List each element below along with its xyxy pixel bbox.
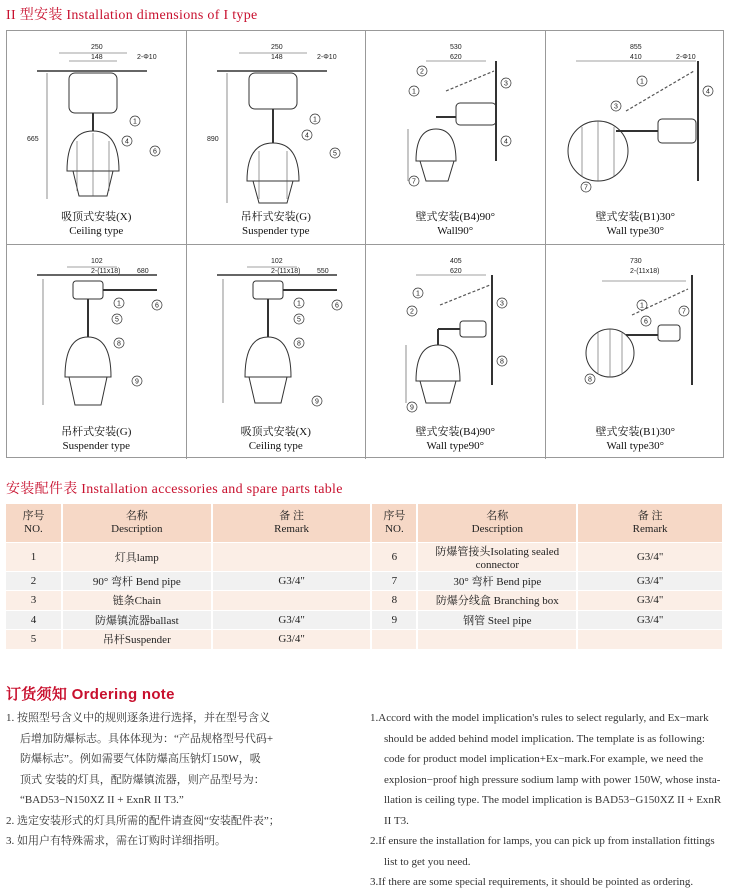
note-line: 2. 选定安装形式的灯具所需的配件请查阅“安装配件表”； bbox=[6, 814, 280, 827]
cell-remark: G3/4" bbox=[577, 542, 723, 571]
dimension-label: 620 bbox=[450, 54, 462, 61]
callout-number: 1 bbox=[412, 88, 416, 96]
drawing-caption-en: Wall90° bbox=[437, 225, 474, 237]
cell-no: 6 bbox=[371, 542, 417, 571]
callout-number: 1 bbox=[296, 300, 301, 308]
drawing-caption-cn: 吸顶式安装(X) bbox=[240, 426, 311, 438]
callout-number: 5 bbox=[296, 316, 301, 324]
dimension-label: 250 bbox=[270, 44, 283, 51]
cell-no: 3 bbox=[6, 591, 62, 611]
callout-number: 1 bbox=[416, 290, 420, 298]
drawing-caption-cn: 壁式安装(B4)90° bbox=[415, 211, 496, 223]
callout-number: 3 bbox=[504, 80, 508, 88]
dimension-label: 855 bbox=[629, 44, 642, 51]
cell-remark: G3/4" bbox=[577, 610, 723, 630]
drawing-caption-en: Suspender type bbox=[241, 225, 310, 237]
callout-number: 6 bbox=[643, 318, 648, 326]
cell-remark bbox=[212, 542, 372, 571]
drawing-wall-90-2 bbox=[366, 245, 546, 459]
callout-number: 2 bbox=[410, 308, 414, 316]
drawing-caption-en: Wall type30° bbox=[606, 225, 665, 237]
drawing-caption-en: Ceiling type bbox=[69, 225, 124, 237]
dimension-label: 2-Φ10 bbox=[137, 54, 157, 61]
note-line: 2.If ensure the installation for lamps, you can pick up from installation fittings bbox=[370, 835, 715, 847]
callout-number: 8 bbox=[587, 376, 592, 384]
drawing-suspender-type-2 bbox=[7, 245, 187, 459]
parts-section-title: 安装配件表 Installation accessories and spare parts table bbox=[6, 482, 343, 497]
cell-remark bbox=[577, 630, 723, 650]
dimension-label: 620 bbox=[450, 268, 462, 275]
drawing-caption-cn: 吸顶式安装(X) bbox=[61, 211, 132, 223]
callout-number: 5 bbox=[115, 316, 119, 324]
callout-number: 9 bbox=[135, 378, 139, 386]
callout-number: 6 bbox=[153, 148, 157, 156]
drawing-suspender-type-1 bbox=[187, 31, 367, 245]
header-remark: 备 注 Remark bbox=[212, 504, 372, 542]
drawing-wall-30-1 bbox=[546, 31, 726, 245]
drawing-caption-cn: 壁式安装(B1)30° bbox=[595, 426, 676, 438]
note-line: 3.If there are some special requirements, it should be pointed as ordering. bbox=[370, 876, 694, 888]
drawing-caption-en: Suspender type bbox=[62, 440, 130, 452]
table-row bbox=[6, 630, 723, 650]
cell-remark: G3/4" bbox=[577, 571, 723, 591]
note-line: explosion−proof high pressure sodium lamp with power 150W, whose insta- bbox=[384, 773, 721, 786]
drawing-caption-cn: 吊杆式安装(G) bbox=[61, 426, 132, 438]
callout-number: 1 bbox=[312, 116, 317, 124]
cell-remark: G3/4" bbox=[577, 591, 723, 611]
cell-description: 30° 弯杆 Bend pipe bbox=[417, 571, 577, 591]
cell-no bbox=[371, 630, 417, 650]
cell-description: 防爆镇流器ballast bbox=[62, 610, 212, 630]
dimension-label: 2-Φ10 bbox=[316, 54, 337, 61]
callout-number: 3 bbox=[613, 103, 618, 111]
installation-section-title: II 型安装 Installation dimensions of I type bbox=[6, 8, 258, 23]
drawing-wall-90-1 bbox=[366, 31, 546, 245]
cell-description: 链条Chain bbox=[62, 591, 212, 611]
cell-no: 7 bbox=[371, 571, 417, 591]
callout-number: 1 bbox=[117, 300, 121, 308]
note-line: 3. 如用户有特殊需求，需在订购时详细指明。 bbox=[6, 835, 226, 847]
dimension-label: 665 bbox=[27, 136, 39, 143]
cell-remark: G3/4" bbox=[212, 571, 372, 591]
cell-description: 吊杆Suspender bbox=[62, 630, 212, 650]
header-description: 名称 Description bbox=[62, 504, 212, 542]
callout-number: 9 bbox=[410, 404, 414, 412]
note-line: 1. 按照型号含义中的规则逐条进行选择，并在型号含义 bbox=[6, 712, 270, 724]
note-line: 后增加防爆标志。具体体现为：“产品规格型号代码+ bbox=[20, 732, 274, 745]
dimension-label: 410 bbox=[629, 54, 642, 61]
dimension-label: 2-(11x18) bbox=[629, 268, 659, 275]
parts-table bbox=[6, 504, 724, 650]
callout-number: 3 bbox=[500, 300, 504, 308]
ordering-section-title: 订货须知 Ordering note bbox=[6, 686, 175, 703]
callout-number: 7 bbox=[681, 308, 686, 316]
callout-number: 1 bbox=[639, 302, 644, 310]
drawing-caption-cn: 壁式安装(B1)30° bbox=[595, 211, 676, 223]
dimension-label: 550 bbox=[316, 268, 329, 275]
cell-no: 4 bbox=[6, 610, 62, 630]
drawing-ceiling-type-1 bbox=[7, 31, 187, 245]
callout-number: 8 bbox=[296, 340, 301, 348]
cell-no: 1 bbox=[6, 542, 62, 571]
cell-remark bbox=[212, 591, 372, 611]
callout-number: 7 bbox=[412, 178, 416, 186]
table-row bbox=[6, 591, 723, 611]
table-row bbox=[6, 610, 723, 630]
callout-number: 5 bbox=[332, 150, 337, 158]
cell-no: 5 bbox=[6, 630, 62, 650]
note-line: should be added behind model implication. The template is as following: bbox=[384, 732, 705, 745]
cell-remark: G3/4" bbox=[212, 610, 372, 630]
callout-number: 4 bbox=[705, 88, 710, 96]
cell-description: 灯具lamp bbox=[62, 542, 212, 571]
drawing-caption-cn: 吊杆式安装(G) bbox=[240, 211, 311, 223]
note-line: llation is ceiling type. The model implication is BAD53−G150XZ II + ExnR II T3. bbox=[384, 794, 722, 827]
table-row bbox=[6, 542, 723, 571]
header-remark-right: 备 注 Remark bbox=[577, 504, 723, 542]
note-line: list to get you need. bbox=[384, 855, 471, 868]
dimension-label: 530 bbox=[450, 44, 462, 51]
callout-number: 6 bbox=[334, 302, 339, 310]
installation-drawings-grid bbox=[6, 30, 724, 458]
drawing-caption-en: Wall type90° bbox=[426, 440, 485, 452]
cell-description: 钢管 Steel pipe bbox=[417, 610, 577, 630]
callout-number: 4 bbox=[304, 132, 309, 140]
header-no-right: 序号 NO. bbox=[371, 504, 417, 542]
dimension-label: 250 bbox=[91, 44, 103, 51]
drawing-ceiling-type-2 bbox=[187, 245, 367, 459]
cell-remark: G3/4" bbox=[212, 630, 372, 650]
callout-number: 4 bbox=[504, 138, 508, 146]
callout-number: 8 bbox=[500, 358, 504, 366]
drawing-caption-cn: 壁式安装(B4)90° bbox=[415, 426, 496, 438]
header-description-right: 名称 Description bbox=[417, 504, 577, 542]
cell-no: 2 bbox=[6, 571, 62, 591]
cell-no: 8 bbox=[371, 591, 417, 611]
cell-description: 防爆分线盒 Branching box bbox=[417, 591, 577, 611]
callout-number: 2 bbox=[420, 68, 424, 76]
cell-description: 防爆管接头Isolating sealed connector bbox=[417, 542, 577, 571]
callout-number: 7 bbox=[583, 184, 588, 192]
dimension-label: 730 bbox=[629, 258, 642, 265]
dimension-label: 102 bbox=[270, 258, 283, 265]
dimension-label: 405 bbox=[450, 258, 462, 265]
callout-number: 4 bbox=[125, 138, 129, 146]
note-line: 1.Accord with the model implication's rules to select regularly, and Ex−mark bbox=[370, 712, 709, 724]
drawing-caption-en: Ceiling type bbox=[248, 440, 303, 452]
dimension-label: 148 bbox=[91, 54, 103, 61]
callout-number: 1 bbox=[639, 78, 644, 86]
cell-no: 9 bbox=[371, 610, 417, 630]
header-no: 序号 NO. bbox=[6, 504, 62, 542]
drawing-wall-30-2 bbox=[546, 245, 726, 459]
note-line: 顶式 安装的灯具，配防爆镇流器，则产品型号为： bbox=[20, 773, 265, 786]
ordering-notes-cn bbox=[6, 708, 346, 852]
dimension-label: 2-(11x18) bbox=[91, 268, 121, 275]
dimension-label: 102 bbox=[91, 258, 103, 265]
dimension-label: 890 bbox=[206, 136, 219, 143]
table-row bbox=[6, 571, 723, 591]
parts-table-header bbox=[6, 504, 723, 542]
dimension-label: 2-(11x18) bbox=[270, 268, 300, 275]
ordering-notes-en bbox=[370, 708, 728, 893]
callout-number: 1 bbox=[133, 118, 137, 126]
callout-number: 8 bbox=[117, 340, 121, 348]
note-line: 防爆标志”。例如需要气体防爆高压钠灯150W，吸 bbox=[20, 753, 261, 765]
cell-description: 90° 弯杆 Bend pipe bbox=[62, 571, 212, 591]
dimension-label: 148 bbox=[270, 54, 283, 61]
cell-description bbox=[417, 630, 577, 650]
callout-number: 6 bbox=[155, 302, 159, 310]
callout-number: 9 bbox=[314, 398, 319, 406]
drawing-caption-en: Wall type30° bbox=[606, 440, 665, 452]
dimension-label: 2-Φ10 bbox=[675, 54, 696, 61]
note-line: “BAD53−N150XZ II + ExnR II T3.” bbox=[20, 794, 184, 806]
dimension-label: 680 bbox=[137, 268, 149, 275]
note-line: code for product model implication+Ex−mark.For example, we need the bbox=[384, 753, 704, 765]
